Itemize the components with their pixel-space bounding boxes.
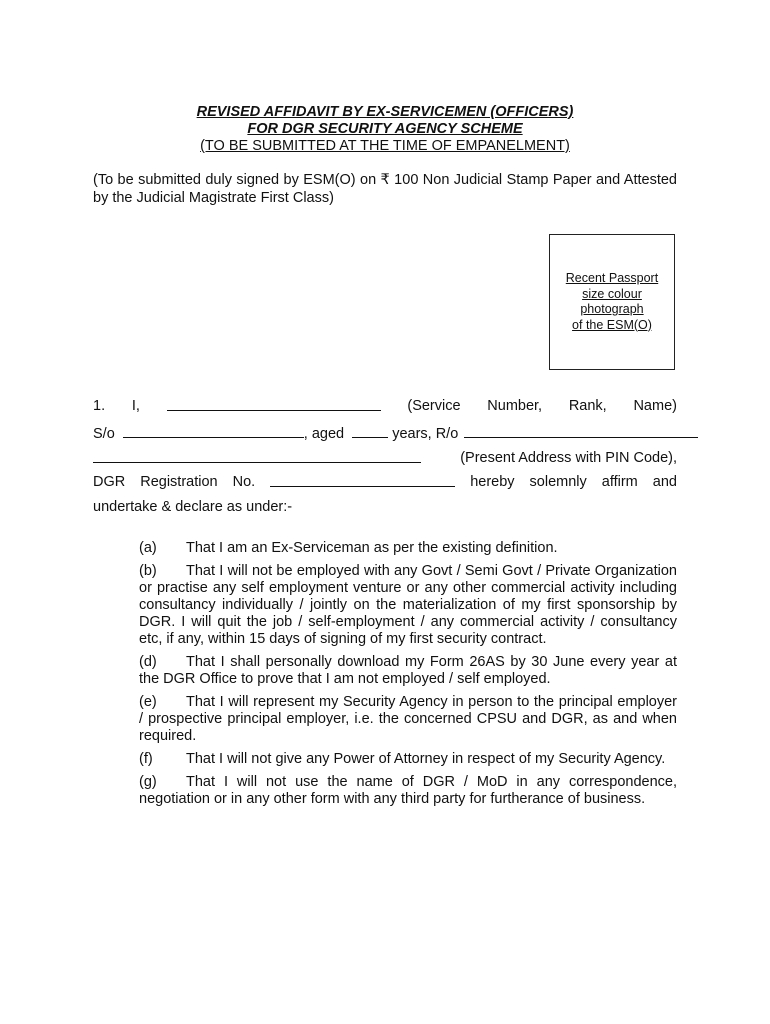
list-item: (a) That I am an Ex-Serviceman as per the existing definition. (139, 540, 558, 556)
address-blank[interactable] (93, 449, 421, 463)
intro-paragraph: (To be submitted duly signed by ESM(O) on ₹ 100 Non Judicial Stamp Paper and Attested by the Judicial Magistrate First Class) (93, 172, 677, 206)
address-label: (Present Address with PIN Code), (460, 450, 677, 466)
and-label: and (652, 474, 677, 490)
registration-number-blank[interactable] (270, 473, 455, 487)
list-item: (d) That I shall personally download my Form 26AS by 30 June every year at the DGR Office to prove that I am not employed / self employed. (139, 654, 677, 687)
para-number: 1. (93, 398, 106, 414)
declaration-line-5: undertake & declare as under:- (93, 499, 293, 515)
solemnly-label: solemnly (529, 474, 587, 490)
registration-label: Registration (140, 474, 218, 490)
title-line-3: (TO BE SUBMITTED AT THE TIME OF EMPANELMENT) (200, 138, 570, 154)
list-item: (e) That I will represent my Security Agency in person to the principal employer / prospective principal employer, i.e. the concerned CPSU and DGR, as and when required. (139, 694, 677, 744)
declaration-line-4 (93, 473, 677, 491)
residence-blank[interactable] (464, 424, 698, 438)
affirm-label: affirm (601, 474, 638, 490)
list-item: (b) That I will not be employed with any Govt / Semi Govt / Private Organization or practise any self employment venture or any other commercial activity including consultancy individually / jointly on the materialization of my first sponsorship by DGR. I will quit the job / self-employment / any commercial activity / consultancy etc, if any, within 15 days of signing of my first security contract. (139, 563, 677, 647)
name-blank[interactable] (167, 397, 381, 411)
declaration-line-1 (93, 397, 677, 415)
title-line-1: REVISED AFFIDAVIT BY EX-SERVICEMEN (OFFICERS) (196, 104, 574, 120)
so-label: S/o (93, 426, 115, 442)
service-label: (Service (407, 398, 461, 414)
declaration-line-3 (93, 449, 677, 468)
photo-box-line-1: Recent Passport (565, 271, 659, 285)
years-ro-label: years, R/o (392, 426, 459, 442)
father-name-blank[interactable] (123, 424, 304, 438)
list-item: (g) That I will not use the name of DGR / MoD in any correspondence, negotiation or in any other form with any third party for furtherance of business. (139, 774, 677, 807)
list-item: (f) That I will not give any Power of Attorney in respect of my Security Agency. (139, 751, 666, 767)
photo-box-line-4: of the ESM(O) (572, 317, 652, 332)
reg-no-label: No. (232, 474, 256, 490)
photo-box-line-3: photograph (580, 302, 644, 316)
age-blank[interactable] (352, 424, 388, 438)
i-label: I, (131, 398, 140, 414)
declaration-line-2 (93, 424, 677, 443)
photo-box-line-2: size colour (582, 286, 642, 301)
document-title (0, 104, 770, 155)
rank-label: Rank, (568, 398, 607, 414)
photo-box (549, 234, 675, 370)
dgr-label: DGR (93, 474, 126, 490)
title-line-2: FOR DGR SECURITY AGENCY SCHEME (247, 121, 523, 137)
name-label: Name) (633, 398, 677, 414)
undertaking-list (139, 540, 677, 814)
aged-label: , aged (303, 426, 345, 442)
number-label: Number, (487, 398, 543, 414)
hereby-label: hereby (470, 474, 515, 490)
